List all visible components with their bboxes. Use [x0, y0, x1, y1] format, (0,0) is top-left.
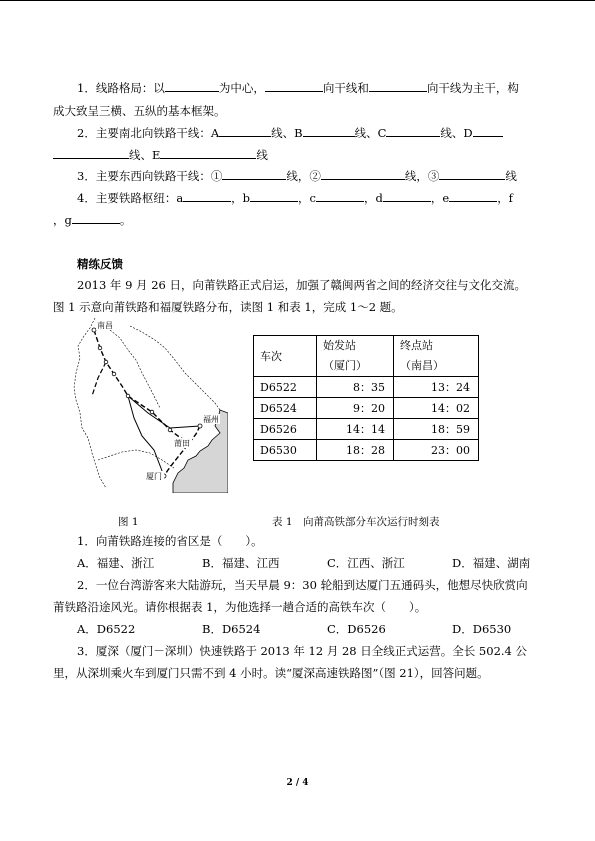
question-3-line-2: 里，从深圳乘火车到厦门只需不到 4 小时。读“厦深高速铁路图”（图 21），回答问题。: [53, 666, 489, 680]
label-putian: 莆田: [174, 439, 190, 448]
answer-blank[interactable]: [449, 190, 497, 202]
railway-branch: [92, 362, 106, 396]
answer-blank[interactable]: [222, 168, 286, 180]
fill-question-1: 1．线路格局：以 为中心， 向干线和 向干线为主干，构: [77, 81, 519, 95]
station-marker: [198, 424, 202, 428]
answer-blank[interactable]: [160, 147, 256, 159]
border-inner: [110, 330, 160, 408]
answer-blank[interactable]: [383, 190, 431, 202]
q2-option-a[interactable]: A．D6522: [77, 622, 136, 636]
answer-blank[interactable]: [72, 212, 120, 224]
fill-question-2: 2．主要南北向铁路干线：A 线、B 线、C 线、D: [77, 125, 503, 140]
railway-map: [70, 318, 228, 493]
section-heading: 精练反馈: [77, 257, 123, 271]
intro-line-1: 2013 年 9 月 26 日，向莆铁路正式启运，加强了赣闽两省之间的经济交往与文化交流。: [77, 278, 526, 292]
answer-blank[interactable]: [53, 147, 129, 159]
table-row: D6524 9：20 14：02: [254, 398, 479, 419]
fill-question-3: 3．主要东西向铁路干线：① 线，② 线，③ 线: [77, 169, 517, 183]
timetable: [253, 335, 479, 461]
table-header-row: [254, 336, 479, 377]
question-3-line-1: 3．厦深（厦门－深圳）快速铁路于 2013 年 12 月 28 日全线正式运营。全长 502.4 公: [77, 644, 528, 658]
header-train: 车次: [254, 336, 317, 377]
table-caption: 表 1 向莆高铁部分车次运行时刻表: [272, 516, 440, 528]
answer-blank[interactable]: [316, 190, 364, 202]
answer-blank[interactable]: [439, 168, 505, 180]
fill-question-4: 4．主要铁路枢纽：a ，b ，c ，d ，e ，f: [77, 191, 513, 205]
page-number: 2 / 4: [286, 778, 309, 788]
station-marker: [104, 360, 108, 364]
label-fuzhou: 福州: [203, 415, 219, 424]
answer-blank[interactable]: [369, 80, 427, 92]
station-marker: [98, 346, 102, 350]
label-nanchang: 南昌: [97, 321, 113, 330]
station-marker: [92, 328, 96, 332]
station-marker: [150, 410, 154, 414]
intro-line-2: 图 1 示意向莆铁路和福厦铁路分布，读图 1 和表 1，完成 1～2 题。: [53, 300, 403, 314]
figure-caption: 图 1: [118, 516, 139, 528]
railway-link-south: [128, 396, 164, 476]
fill-question-1-cont: 成大致呈三横、五纵的基本框架。: [53, 104, 226, 118]
answer-blank[interactable]: [386, 125, 440, 137]
answer-blank[interactable]: [219, 125, 271, 137]
station-marker: [112, 372, 116, 376]
answer-blank[interactable]: [250, 190, 298, 202]
table-row: D6530 18：28 23：00: [254, 440, 479, 461]
label-xiamen: 厦门: [146, 472, 162, 481]
answer-blank[interactable]: [265, 80, 323, 92]
answer-blank[interactable]: [473, 125, 503, 137]
q1-option-a[interactable]: A．福建、浙江: [77, 556, 155, 570]
q1-option-b[interactable]: B．福建、江西: [202, 556, 280, 570]
q1-option-c[interactable]: C．江西、浙江: [327, 556, 405, 570]
answer-blank[interactable]: [165, 80, 219, 92]
question-1: 1．向莆铁路连接的省区是（ ）。: [77, 534, 263, 548]
table-row: D6526 14：14 18：59: [254, 419, 479, 440]
station-marker: [168, 428, 172, 432]
answer-blank[interactable]: [183, 190, 231, 202]
header-arrival: 终点站 （南昌）: [394, 336, 479, 377]
question-2-line-1: 2．一位台湾游客来大陆游玩，当天早晨 9：30 轮船到达厦门五通码头，他想尽快欣赏向: [77, 578, 528, 592]
answer-blank[interactable]: [303, 125, 355, 137]
railway-link: [128, 396, 200, 428]
q2-option-d[interactable]: D．D6530: [452, 622, 512, 636]
table-row: D6522 8：35 13：24: [254, 377, 479, 398]
header-departure: 始发站 （厦门）: [317, 336, 394, 377]
question-2-line-2: 莆铁路沿途风光。请你根据表 1，为他选择一趟合适的高铁车次（ ）。: [53, 600, 427, 614]
border-north: [130, 326, 220, 410]
answer-blank[interactable]: [321, 168, 405, 180]
q2-option-c[interactable]: C．D6526: [327, 622, 386, 636]
border-west: [74, 318, 106, 488]
fill-question-4-cont: ，g 。: [53, 213, 132, 227]
fill-question-2-cont: 线、E 线: [53, 147, 268, 162]
border-south: [98, 450, 174, 468]
q2-option-b[interactable]: B．D6524: [202, 622, 261, 636]
top-rule: [0, 0, 595, 1]
station-marker: [126, 394, 130, 398]
q1-option-d[interactable]: D．福建、湖南: [452, 556, 531, 570]
xiangpu-railway: [94, 330, 188, 442]
